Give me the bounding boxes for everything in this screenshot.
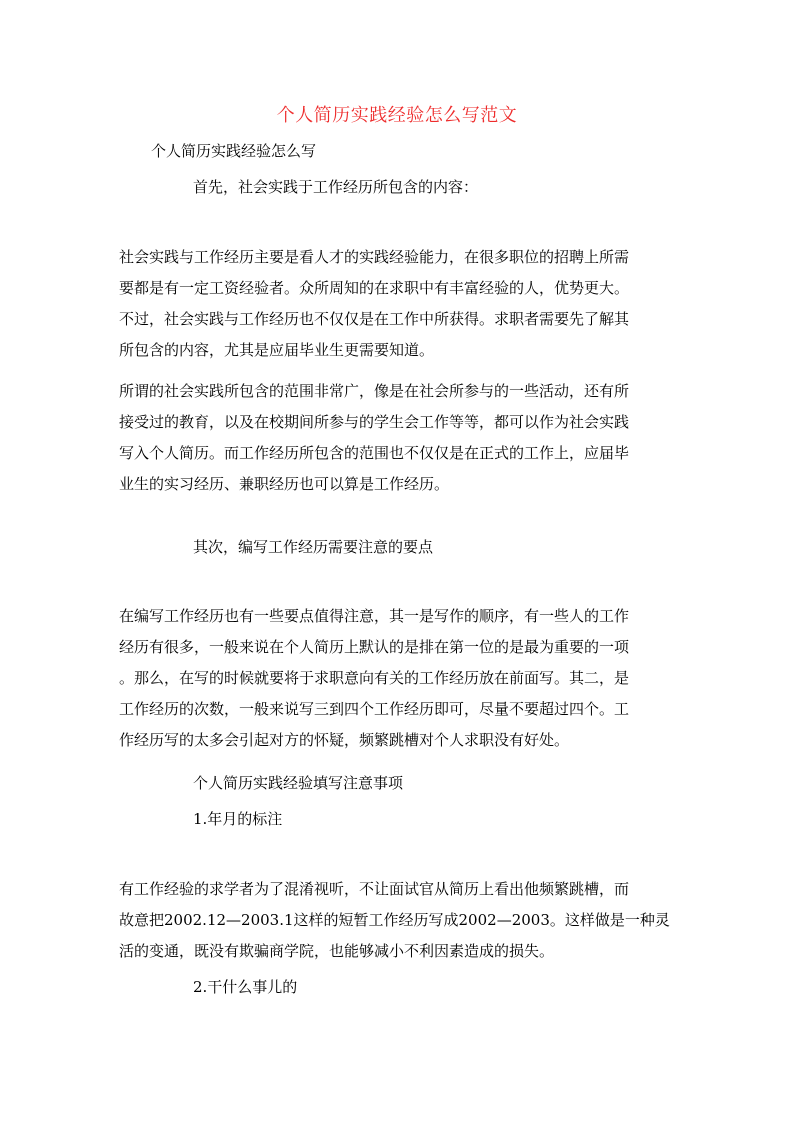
paragraph-line: 不过，社会实践与工作经历也不仅仅是在工作中所获得。求职者需要先了解其 [119,310,630,328]
paragraph-line: 社会实践与工作经历主要是看人才的实践经验能力，在很多职位的招聘上所需 [119,248,630,266]
paragraph-4 [119,874,679,967]
document-subtitle: 个人简历实践经验怎么写 [151,142,317,160]
section-heading-1: 首先，社会实践于工作经历所包含的内容： [193,178,479,196]
paragraph-line: 所谓的社会实践所包含的范围非常广，像是在社会所参与的一些活动，还有所 [119,382,630,400]
paragraph-3 [119,601,679,756]
paragraph-line: 写入个人简历。而工作经历所包含的范围也不仅仅是在正式的工作上，应届毕 [119,444,630,462]
paragraph-line: 在编写工作经历也有一些要点值得注意，其一是写作的顺序，有一些人的工作 [119,607,630,625]
paragraph-line: 接受过的教育，以及在校期间所参与的学生会工作等等，都可以作为社会实践 [119,413,630,431]
document-title: 个人简历实践经验怎么写范文 [276,105,518,126]
paragraph-line: 业生的实习经历、兼职经历也可以算是工作经历。 [119,475,450,493]
paragraph-line: 所包含的内容，尤其是应届毕业生更需要知道。 [119,341,435,359]
section-heading-2: 其次，编写工作经历需要注意的要点 [193,538,434,556]
paragraph-line: 经历有很多，一般来说在个人简历上默认的是排在第一位的是最为重要的一项 [119,638,630,656]
paragraph-line: 要都是有一定工资经验者。众所周知的在求职中有丰富经验的人，优势更大。 [119,279,630,297]
paragraph-line: 活的变通，既没有欺骗商学院，也能够减小不利因素造成的损失。 [119,942,555,960]
paragraph-line: 工作经历的次数，一般来说写三到四个工作经历即可，尽量不要超过四个。工 [119,700,630,718]
paragraph-1 [119,242,679,366]
paragraph-line: 故意把2002.12—2003.1这样的短暂工作经历写成2002—2003。这样做是一种灵 [119,911,670,929]
section-heading-3: 个人简历实践经验填写注意事项 [193,774,404,792]
list-item-1: 1.年月的标注 [193,810,283,828]
list-item-2: 2.干什么事儿的 [193,978,298,996]
paragraph-line: 作经历写的太多会引起对方的怀疑，频繁跳槽对个人求职没有好处。 [119,731,570,749]
paragraph-2 [119,376,679,500]
paragraph-line: 。那么，在写的时候就要将于求职意向有关的工作经历放在前面写。其二，是 [119,669,630,687]
paragraph-line: 有工作经验的求学者为了混淆视听，不让面试官从简历上看出他频繁跳槽，而 [119,880,630,898]
